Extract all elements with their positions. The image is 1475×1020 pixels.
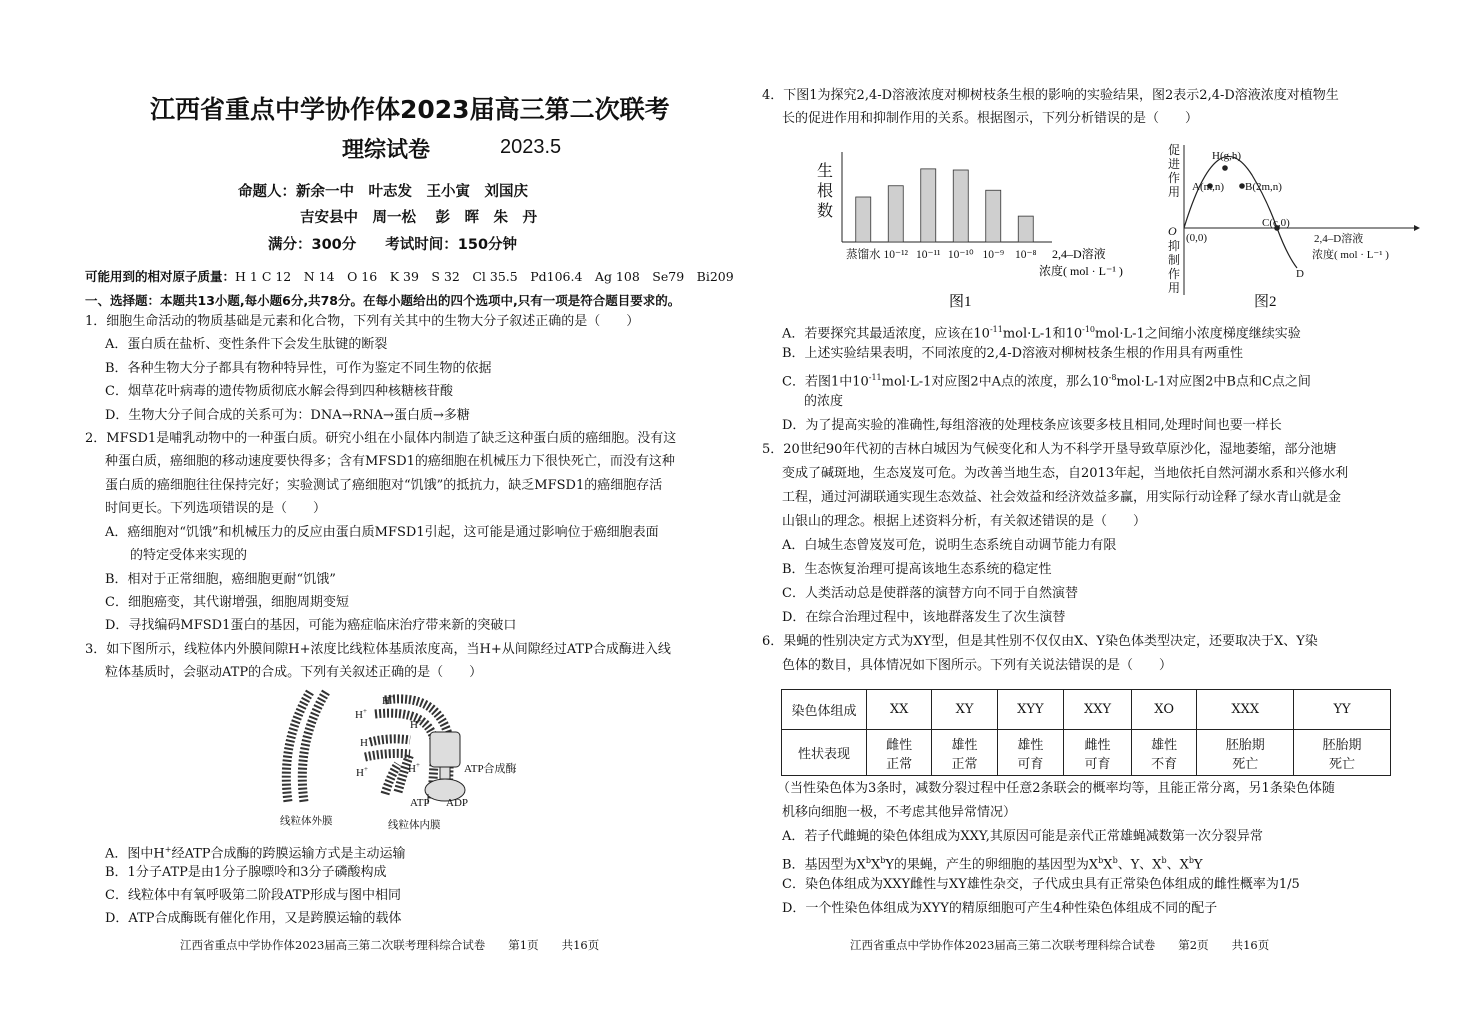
table-cell: 胚胎期 死亡 — [1294, 730, 1391, 776]
right-page — [737, 0, 1475, 1020]
h-ion-label-6: H+ — [408, 761, 420, 775]
question-3-line-1: 3．如下图所示，线粒体内外膜间隙H+浓度比线粒体基质浓度高，当H+从间隙经过ATP合成酶进入线 — [85, 642, 671, 657]
question-5-line-4: 山银山的理念。根据上述资料分析，有关叙述错误的是（ ） — [782, 514, 1147, 529]
table-row-phenotype — [782, 730, 1391, 776]
question-3-line-2: 粒体基质时，会驱动ATP的合成。下列有关叙述正确的是（ ） — [105, 665, 483, 680]
h-ion-label-4: H+ — [410, 717, 422, 731]
fig1-tick-label: 10⁻¹¹ — [916, 249, 941, 261]
question-6-line-1: 6．果蝇的性别决定方式为XY型，但是其性别不仅仅由X、Y染色体类型决定，还要取决于X、Y染 — [762, 634, 1318, 649]
section-heading: 一、选择题：本题共13小题,每小题6分,共78分。在每小题给出的四个选项中,只有一项是符合题目要求的。 — [85, 293, 681, 308]
atp-synthase-shape — [425, 732, 465, 804]
q3-option-a: A．图中H+经ATP合成酶的跨膜运输方式是主动运输 — [105, 845, 406, 862]
q1-option-b: B．各种生物大分子都具有物种特异性，可作为鉴定不同生物的依据 — [105, 361, 492, 376]
table-cell: 雄性 正常 — [932, 730, 997, 776]
fig1-bar — [1018, 216, 1033, 242]
fig1-bar — [856, 197, 871, 242]
fig1-tick-label: 10⁻⁹ — [982, 249, 1005, 261]
q4-option-a: A．若要探究其最适浓度，应该在$10^{-11}mol\cdot L-1$和$10^{-10}mol\cdot L-1$之间缩小浓度梯度继续实验 — [782, 325, 1301, 342]
table-cell: XXY — [1064, 690, 1132, 730]
table-cell: XO — [1131, 690, 1196, 730]
fig1-bar — [986, 190, 1001, 242]
figure-1-bar-chart — [817, 140, 1137, 315]
fig2-inhibit-2: 制 — [1168, 253, 1181, 267]
atomic-mass-values: H 1 C 12 N 14 O 16 K 39 S 32 Cl 35.5 Pd106.4 Ag 108 Se79 Bi209 — [235, 269, 734, 284]
fig2-origin-o: O — [1168, 224, 1177, 238]
mitochondria-figure — [270, 682, 540, 832]
table-cell: 雌性 可育 — [1064, 730, 1132, 776]
q4-option-c-line-2: 的浓度 — [804, 394, 844, 409]
q5-option-c: C．人类活动总是使群落的演替方向不同于自然演替 — [782, 586, 1078, 601]
fig1-tick-label: 10⁻⁸ — [1014, 249, 1037, 261]
fig2-promote-3: 作 — [1168, 171, 1181, 185]
fig2-x-arrow — [1414, 225, 1420, 231]
q4-option-d: D．为了提高实验的准确性,每组溶液的处理枝条应该要多枝且相同,处理时间也要一样长 — [782, 418, 1282, 433]
q2-option-b: B．相对于正常细胞，癌细胞更耐“饥饿” — [105, 572, 336, 587]
fig2-label-a: A(m,n) — [1192, 181, 1225, 193]
q4-option-b: B．上述实验结果表明，不同浓度的2,4-D溶液对柳树枝条生根的作用具有两重性 — [782, 346, 1244, 361]
fig1-tick-label: 10⁻¹² — [883, 249, 908, 261]
fig2-inhibit-1: 抑 — [1168, 239, 1181, 253]
fig1-tick-label: 蒸馏水 — [846, 249, 881, 261]
h-ion-label-5: H+ — [356, 765, 368, 779]
q3-option-b: B．1分子ATP是由1分子腺嘌呤和3分子磷酸构成 — [105, 865, 387, 880]
table-cell: XY — [932, 690, 997, 730]
q1-option-c: C．烟草花叶病毒的遗传物质彻底水解会得到四种核糖核苷酸 — [105, 384, 453, 399]
inner-membrane-label: 线粒体内膜 — [388, 820, 441, 831]
fig2-xlabel-2: 浓度( mol · L⁻¹ ) — [1312, 249, 1389, 261]
authors-line-2: 吉安县中 周一松 彭 晖 朱 丹 — [300, 210, 538, 226]
q6-option-c: C．染色体组成为XXY雌性与XY雄性杂交，子代成虫具有正常染色体组成的雌性概率为1/5 — [782, 877, 1300, 892]
table-row-composition — [782, 690, 1391, 730]
authors-line-1: 命题人：新余一中 叶志发 王小寅 刘国庆 — [238, 184, 528, 200]
q2-option-d: D．寻找编码MFSD1蛋白的基因，可能为癌症临床治疗带来新的突破口 — [105, 618, 517, 633]
fig2-promote-4: 用 — [1168, 185, 1181, 199]
fig2-inhibit-4: 用 — [1168, 281, 1181, 295]
fig2-label-d: D — [1296, 268, 1304, 280]
fig2-label-h: H(g,h) — [1212, 150, 1242, 162]
fig1-bar — [953, 170, 968, 242]
table-note-line-1: （当性染色体为3条时，减数分裂过程中任意2条联会的概率均等，且能正常分离，另1条染色体随 — [777, 781, 1335, 796]
fig1-tick-label: 10⁻¹⁰ — [947, 249, 974, 261]
atp-synthase-label: ATP合成酶 — [464, 763, 517, 775]
exam-year: 2023.5 — [500, 136, 562, 158]
q5-option-b: B．生态恢复治理可提高该地生态系统的稳定性 — [782, 562, 1052, 577]
q1-option-a: A．蛋白质在盐析、变性条件下会发生肽键的断裂 — [105, 337, 388, 352]
q2-option-c: C．细胞癌变，其代谢增强，细胞周期变短 — [105, 595, 349, 610]
table-header-phenotype: 性状表现 — [782, 730, 867, 776]
fig1-ylabel-3: 数 — [817, 203, 834, 220]
table-cell: YY — [1294, 690, 1391, 730]
q5-option-a: A．白城生态曾岌岌可危，说明生态系统自动调节能力有限 — [782, 538, 1117, 553]
question-1: 1．细胞生命活动的物质基础是元素和化合物，下列有关其中的生物大分子叙述正确的是（ ） — [85, 314, 640, 329]
table-cell: 雄性 可育 — [997, 730, 1063, 776]
h-ion-label-3: H+ — [360, 735, 372, 749]
fig1-ylabel-1: 生 — [817, 163, 834, 180]
fig2-promote-1: 促 — [1168, 143, 1181, 157]
fig1-xlabel-2: 浓度( mol · L⁻¹ ) — [1039, 264, 1123, 278]
fig1-xlabel-1: 2,4–D溶液 — [1052, 247, 1106, 261]
question-4-line-2: 长的促进作用和抑制作用的关系。根据图示，下列分析错误的是（ ） — [782, 111, 1199, 126]
q4-option-c-line-1: C．若图1中$10^{-11}mol\cdot L-1$对应图2中A点的浓度，那么$10^{-8}mol\cdot L-1$对应图2中B点和C点之间 — [782, 373, 1311, 390]
page-footer-1: 江西省重点中学协作体2023届高三第二次联考理科综合试卷 第1页 共16页 — [180, 938, 600, 952]
fig2-point-b — [1239, 183, 1245, 189]
q1-option-d: D．生物大分子间合成的关系可为：DNA→RNA→蛋白质→多糖 — [105, 408, 470, 423]
fig2-label-c: C(c,0) — [1262, 217, 1290, 229]
question-4-line-1: 4．下图1为探究2,4-D溶液浓度对柳树枝条生根的影响的实验结果，图2表示2,4-D溶液浓度对植物生 — [762, 88, 1339, 103]
atp-label: ATP — [410, 797, 430, 809]
q6-option-d: D．一个性染色体组成为XYY的精原细胞可产生4种性染色体组成不同的配子 — [782, 901, 1218, 916]
fig1-ylabel-2: 根 — [817, 183, 834, 200]
table-cell: 雌性 正常 — [867, 730, 932, 776]
table-cell: 胚胎期 死亡 — [1197, 730, 1294, 776]
question-2-line-4: 时间更长。下列选项错误的是（ ） — [105, 501, 327, 516]
fig1-bar — [888, 186, 903, 242]
exam-subtitle: 理综试卷 — [342, 138, 431, 163]
q6-option-b: B．基因型为$X^bX^bY$的果蝇，产生的卵细胞的基因型为$X^bX^b$、Y、$X^b$、$X^bY$ — [782, 856, 1203, 873]
question-2-line-1: 2．MFSD1是哺乳动物中的一种蛋白质。研究小组在小鼠体内制造了缺乏这种蛋白质的癌细胞。没有这 — [85, 431, 677, 446]
fig2-label-b: B(2m,n) — [1245, 181, 1282, 193]
outer-membrane-label: 线粒体外膜 — [280, 816, 333, 827]
q2-option-a-line-2: 的特定受体来实现的 — [130, 548, 248, 563]
fig2-inhibit-3: 作 — [1168, 267, 1181, 281]
fig2-point-h — [1222, 165, 1228, 171]
table-cell: XX — [867, 690, 932, 730]
fig1-caption: 图1 — [949, 294, 972, 310]
table-cell: 雄性 不育 — [1131, 730, 1196, 776]
fig2-caption: 图2 — [1254, 294, 1277, 310]
adp-label: ADP — [446, 797, 469, 809]
outer-membrane — [286, 692, 326, 802]
exam-title: 江西省重点中学协作体2023届高三第二次联考 — [150, 95, 670, 124]
page-footer-2: 江西省重点中学协作体2023届高三第二次联考理科综合试卷 第2页 共16页 — [850, 938, 1270, 952]
chromosome-table — [781, 689, 1391, 776]
fig1-bar — [921, 169, 936, 242]
question-5-line-2: 变成了碱斑地，生态岌岌可危。为改善当地生态，自2013年起，当地依托自然河湖水系和兴修水利 — [782, 466, 1349, 481]
h-ion-label-2: H+ — [382, 693, 394, 707]
question-2-line-2: 种蛋白质，癌细胞的移动速度要快得多；含有MFSD1的癌细胞在机械压力下很快死亡，而没有这种 — [105, 454, 675, 469]
table-cell: XXX — [1197, 690, 1294, 730]
fig2-promote-2: 进 — [1168, 157, 1181, 171]
atomic-mass-line — [85, 267, 734, 285]
q5-option-d: D．在综合治理过程中，该地群落发生了次生演替 — [782, 610, 1066, 625]
question-5-line-3: 工程，通过河湖联通实现生态效益、社会效益和经济效益多赢，用实际行动诠释了绿水青山就是金 — [782, 490, 1342, 505]
table-cell: XYY — [997, 690, 1063, 730]
q2-option-a-line-1: A．癌细胞对“饥饿”和机械压力的反应由蛋白质MFSD1引起，这可能是通过影响位于癌细胞表面 — [105, 525, 659, 540]
table-note-line-2: 机移向细胞一极，不考虑其他异常情况） — [782, 805, 1017, 820]
q3-option-d: D．ATP合成酶既有催化作用，又是跨膜运输的载体 — [105, 911, 402, 926]
score-and-time: 满分：300分 考试时间：150分钟 — [268, 237, 518, 253]
question-2-line-3: 蛋白质的癌细胞往往保持完好；实验测试了癌细胞对“饥饿”的抵抗力，缺乏MFSD1的癌细胞存活 — [105, 478, 663, 493]
figure-2-curve — [1162, 140, 1427, 315]
q3-option-c: C．线粒体中有氧呼吸第二阶段ATP形成与图中相同 — [105, 888, 402, 903]
question-6-line-2: 色体的数目，具体情况如下图所示。下列有关说法错误的是（ ） — [782, 658, 1173, 673]
left-page — [0, 0, 737, 1020]
q6-option-a: A．若子代雌蝇的染色体组成为XXY,其原因可能是亲代正常雄蝇减数第一次分裂异常 — [782, 829, 1263, 844]
fig2-xlabel-1: 2,4–D溶液 — [1314, 233, 1364, 245]
atomic-mass-label: 可能用到的相对原子质量： — [85, 269, 236, 284]
question-5-line-1: 5．20世纪90年代初的吉林白城因为气候变化和人为不科学开垦导致草原沙化，湿地萎缩，部分池塘 — [762, 442, 1337, 457]
h-ion-label-1: H+ — [355, 707, 367, 721]
table-header-composition: 染色体组成 — [782, 690, 867, 730]
fig2-origin-point: (0,0) — [1186, 232, 1208, 244]
fig2-curve-line — [1184, 156, 1297, 268]
